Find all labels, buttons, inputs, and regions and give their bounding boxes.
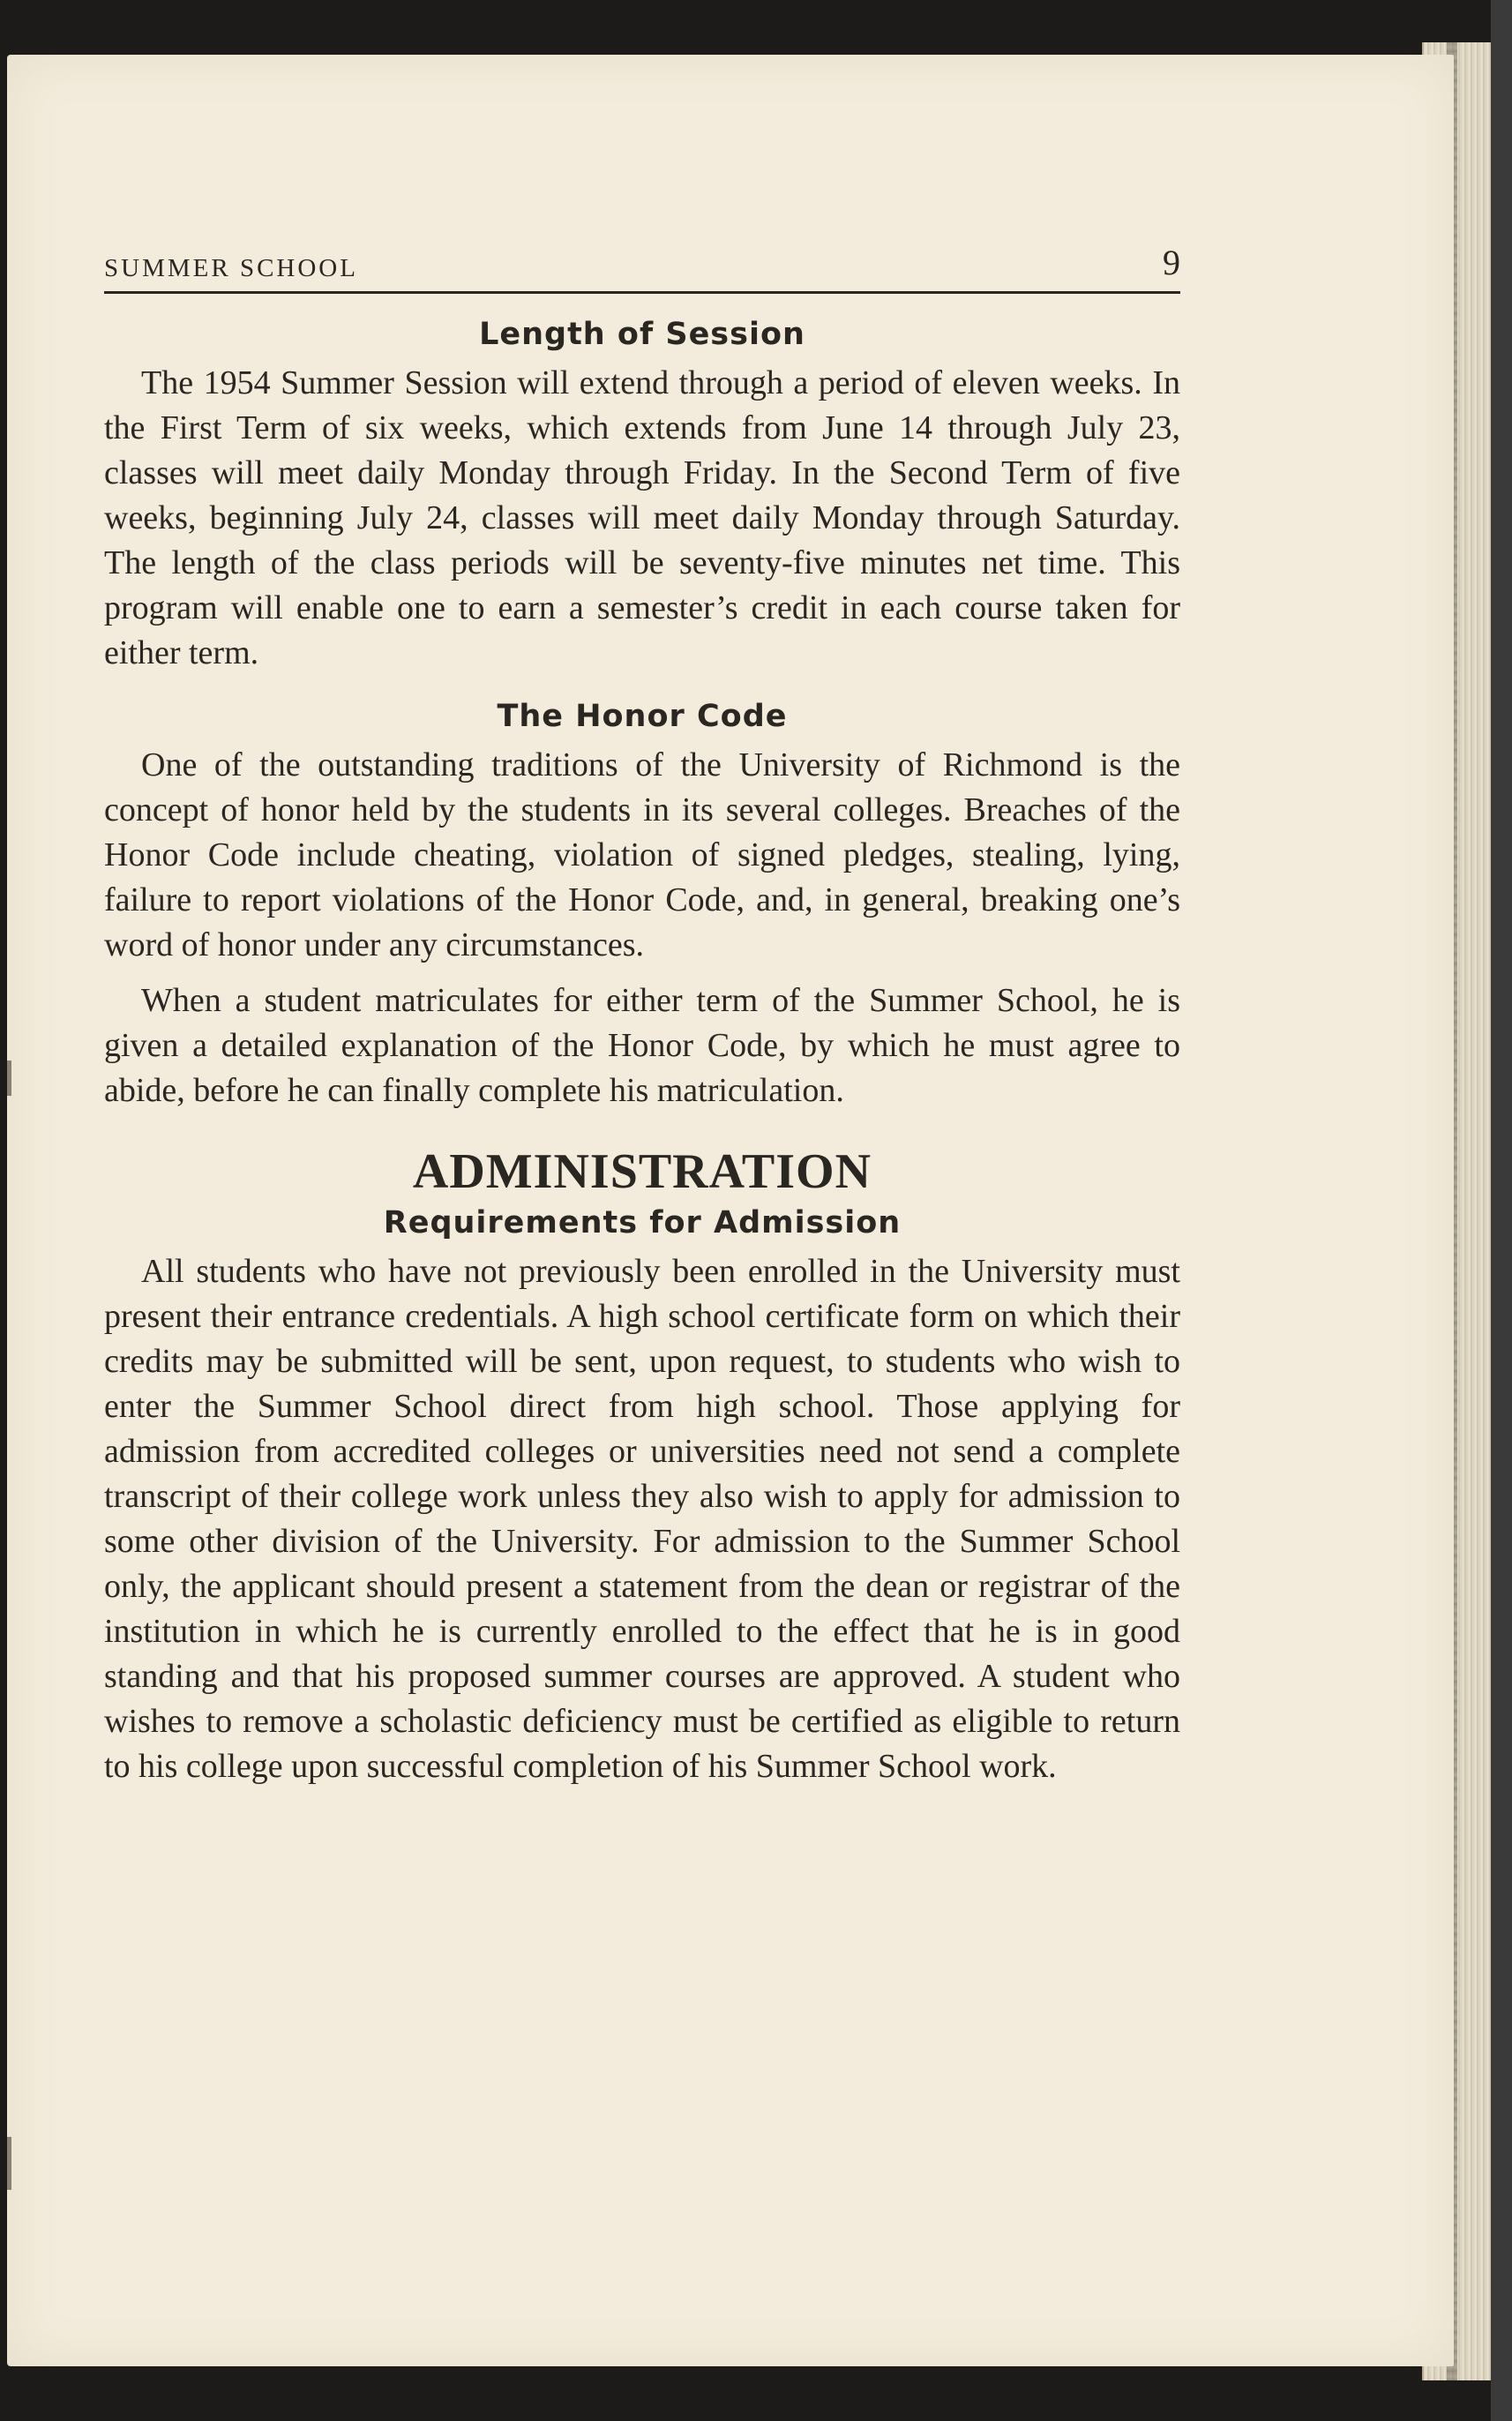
section-heading: Length of Session bbox=[479, 317, 805, 352]
running-head-title: SUMMER SCHOOL bbox=[104, 254, 358, 282]
page-number: 9 bbox=[1163, 243, 1180, 282]
paragraph: The 1954 Summer Session will extend through a period of eleven weeks. In the First Term of six weeks, which extends from June 14 through July 23, classes will meet daily Monday through Friday. In the Second Term of five weeks, beginning July 24, classes will meet daily Monday through Saturday. The length of the class periods will be seventy-five minutes net time. This program will enable one to earn a semester’s credit in each course taken for either term. bbox=[104, 364, 1180, 671]
sub-heading: Requirements for Admission bbox=[383, 1205, 902, 1240]
paragraph: When a student matriculates for either term of the Summer School, he is given a detailed explanation of the Honor Code, by which he must agree to abide, before he can finally complete his matriculation. bbox=[104, 982, 1180, 1109]
page-content bbox=[104, 238, 1180, 1800]
edge-mark bbox=[7, 1061, 11, 1096]
running-head bbox=[104, 238, 1180, 294]
section-heading: The Honor Code bbox=[497, 699, 788, 734]
section-length-of-session bbox=[104, 317, 1180, 676]
edge-mark bbox=[7, 2137, 11, 2190]
paragraph: One of the outstanding traditions of the University of Richmond is the concept of honor held by the students in its several colleges. Breaches of the Honor Code include cheating, violation of signed pledges, stealing, lying, failure to report violations of the Honor Code, and, in general, breaking one’s word of honor under any circumstances. bbox=[104, 746, 1180, 963]
section-administration bbox=[104, 1143, 1180, 1789]
major-heading: ADMINISTRATION bbox=[412, 1144, 872, 1199]
paragraph: All students who have not previously been enrolled in the University must present their entrance credentials. A high school certificate form on which their credits may be submitted will be sent, upon request, to students who wish to enter the Summer School direct from high school. Those applying for admission from accredited colleges or universities need not send a complete transcript of their college work unless they also wish to apply for admission to some other division of the University. For admission to the Summer School only, the applicant should present a statement from the dean or registrar of the institution in which he is currently enrolled to the effect that he is in good standing and that his proposed summer courses are approved. A student who wishes to remove a scholastic deficiency must be certified as eligible to return to his college upon successful completion of his Summer School work. bbox=[104, 1253, 1180, 1785]
section-honor-code bbox=[104, 699, 1180, 1113]
book-cover-edge bbox=[1491, 0, 1512, 2421]
